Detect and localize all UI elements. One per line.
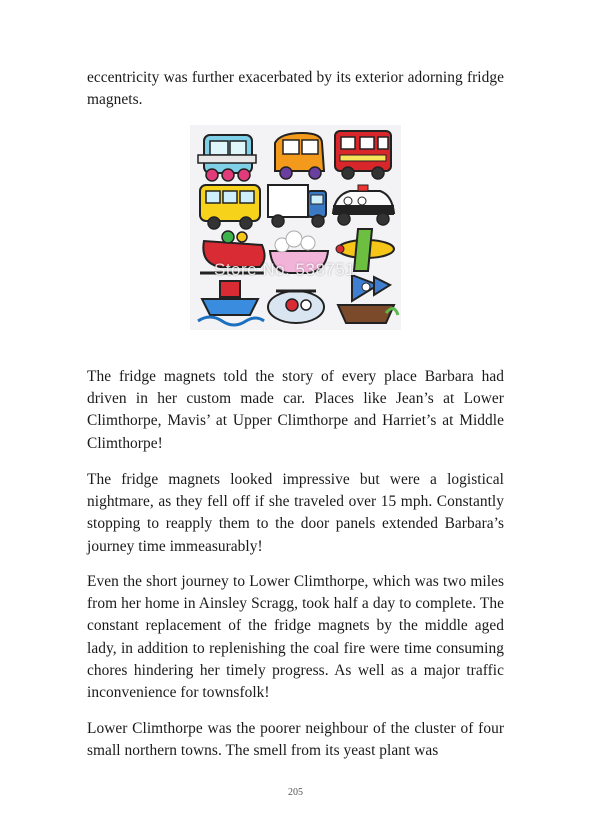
paragraph-5: Lower Climthorpe was the poorer neighbour of the cluster of four small northern towns. The smell from its yeast plant was xyxy=(87,720,504,760)
train-magnet xyxy=(198,135,256,181)
magnets-illustration xyxy=(190,125,401,330)
paragraph-3: The fridge magnets looked impressive but were a logistical nightmare, as they fell off if she traveled over 15 mph. Constantly stopping to reapply them to the door panels extended Barbara’s journey time immeasurably! xyxy=(87,471,504,555)
page-number: 205 xyxy=(288,787,303,798)
paragraph-4: Even the short journey to Lower Climthorpe, which was two miles from her home in Ainsley Scragg, took half a day to complete. The constant replacement of the fridge magnets by the middle aged lady, in addition to replenishing the coal fire were time consuming chores hindering her timely progress. As well as a major traffic inconvenience for townsfolk! xyxy=(87,573,504,702)
fridge-magnets-photo xyxy=(190,125,401,330)
photo-watermark: Store No. 538751 xyxy=(214,260,356,279)
helicopter-magnet xyxy=(268,291,324,323)
fire-truck-magnet xyxy=(335,131,391,179)
paragraph-1: eccentricity was further exacerbated by its exterior adorning fridge magnets. xyxy=(87,69,504,109)
paragraph-2: The fridge magnets told the story of every place Barbara had driven in her custom made car. Places like Jean’s at Lower Climthorpe, Mavis’ at Upper Climthorpe and Harriet’s at Middle Climthorpe! xyxy=(87,368,504,452)
